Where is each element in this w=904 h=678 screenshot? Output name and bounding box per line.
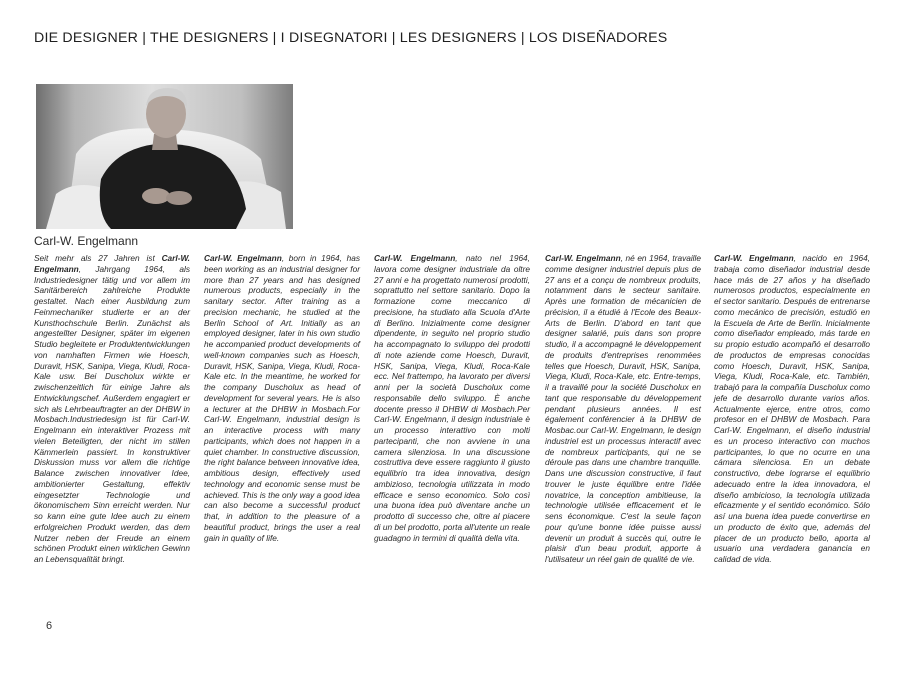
page-number: 6 — [46, 620, 53, 632]
bio-text: , Jahrgang 1964, als Industriedesigner tätig und vor allem im Sanitärbereich zahlreiche Produkte gestaltet. Nach einer Ausbildung zum Feinmechaniker studierte er an der Kunsthochschule Berlin. Zunächst als angestellter Designer, später im eigenen Studio begleitete er Produktentwicklungen von namhaften Firmen wie Hoesch, Duravit, HSK, Sanipa, Viega, Kludi, Roca-Kale usw. Bei Duscholux wirkte er zwischenzeitlich für einige Jahre als Entwicklungschef. Außerdem engagiert er sich als Lehrbeauftragter an der DHBW in Mosbach.Industriedesign ist für Carl-W. Engelmann ein interaktiver Prozess mit vielen Beteiligten, der nicht im stillen Kämmerlein passiert. In konstruktiver Diskussion muss vor allem die richtige Balance zwischen innovativer Idee, ambitionierter Gestaltung, effektiv eingesetzter Technologie und ökonomischem Sinn erreicht werden. Nur so kann eine gute Idee auch zu einem erfolgreichen Produkt werden, das dem Nutzer neben der Freude an einem schönen Produkt einen wirklichen Gewinn an Lebensqualität bringt. — [34, 263, 190, 564]
bio-column-french — [545, 253, 701, 565]
designer-name: Carl-W. Engelmann — [34, 253, 190, 274]
designer-name: Carl-W. Engelmann — [204, 253, 282, 263]
bio-column-german — [34, 253, 190, 565]
bio-text: , nato nel 1964, lavora come designer industriale da oltre 27 anni e ha progettato numerosi prodotti, soprattutto nel settore sanitario. Dopo la formazione come meccanico di precisione, ha studiato alla Scuola d'Arte di Berlino. Inizialmente come designer dipendente, in seguito nel proprio studio ha accompagnato lo sviluppo dei prodotti di note aziende come Hoesch, Duravit, HSK, Sanipa, Viega, Kludi, Roca-Kale ecc. Nel frattempo, ha lavorato per diversi anni per la società Duscholux come responsabile dello sviluppo. È anche docente presso il DHBW di Mosbach.Per Carl-W. Engelmann, il design industriale è un processo interattivo con molti partecipanti, che non avviene in una camera silenziosa. In una discussione costruttiva deve essere raggiunto il giusto equilibrio tra idea innovativa, design ambizioso, tecnologia utilizzata in modo efficace e senso economico. Solo così una buona idea può diventare anche un prodotto di successo che, oltre al piacere di un bel prodotto, porta all'utente un reale guadagno in termini di qualità della vita. — [374, 253, 530, 543]
bio-text: , nacido en 1964, trabaja como diseñador industrial desde hace más de 27 años y ha diseñado numerosos productos, especialmente en el sector sanitario. Después de entrenarse como mecánico de precisión, estudió en la Escuela de Arte de Berlín. Inicialmente como diseñador empleado, más tarde en su propio estudio acompañó el desarrollo de productos de empresas conocidas como Hoesch, Duravit, HSK, Sanipa, Viega, Kludi, Roca-Kale, etc. También, trabajó para la compañía Duscholux como jefe de desarrollo durante varios años. Actualmente ejerce, entre otros, como profesor en el DHBW de Mosbach. Para Carl-W. Engelmann, el diseño industrial es un proceso interactivo con muchos participantes, lo que no ocurre en una cámara silenciosa. En un debate constructivo, debe lograrse el equilibrio adecuado entre la idea innovadora, el diseño ambicioso, la tecnología utilizada eficazmente y el sentido económico. Sólo así una buena idea puede convertirse en un producto de éxito que, además del placer de un producto bello, aporta al usuario una verdadera ganancia en calidad de vida. — [714, 253, 870, 564]
page-header-title: DIE DESIGNER | THE DESIGNERS | I DISEGNATORI | LES DESIGNERS | LOS DISEÑADORES — [34, 30, 668, 46]
designer-portrait-photo — [36, 84, 293, 229]
bio-intro: Seit mehr als 27 Jahren ist — [34, 253, 162, 263]
bio-column-english — [204, 253, 360, 543]
designer-name: Carl-W. Engelmann — [714, 253, 794, 263]
designer-name: Carl-W. Engelmann — [545, 253, 621, 263]
portrait-caption: Carl-W. Engelmann — [34, 234, 139, 248]
designer-name: Carl-W. Engelmann — [374, 253, 456, 263]
bio-column-italian — [374, 253, 530, 543]
bio-text: , né en 1964, travaille comme designer industriel depuis plus de 27 ans et a conçu de nombreux produits, notamment dans le secteur sanitaire. Après une formation de mécanicien de précision, il a étudié à l'Ecole des Beaux-Arts de Berlin. D'abord en tant que designer salarié, puis dans son propre studio, il a accompagné le développement de produits d'entreprises renommées telles que Hoesch, Duravit, HSK, Sanipa, Viega, Kludi, Roca-Kale, etc. Entre-temps, il a travaillé pour la société Duscholux en tant que responsable du développement pendant plusieurs années. Il est également conférencier à la DHBW de Mosbac.our Carl-W. Engelmann, le design industriel est un processus interactif avec de nombreux participants, qui ne se déroule pas dans une chambre tranquille. Dans une discussion constructive, il faut trouver le juste équilibre entre l'idée novatrice, la conception ambitieuse, la technologie utilisée efficacement et le sens économique. C'est la seule façon pour qu'une bonne idée puisse aussi devenir un produit à succès qui, outre le plaisir d'un beau produit, apporte à l'utilisateur un réel gain de qualité de vie. — [545, 253, 701, 564]
portrait-illustration — [36, 84, 293, 229]
bio-column-spanish — [714, 253, 870, 565]
bio-text: , born in 1964, has been working as an industrial designer for more than 27 years and has designed numerous products, especially in the sanitary sector. After training as a precision mechanic, he studied at the Berlin School of Art. Initially as an employed designer, later in his own studio he accompanied product developments of well-known companies such as Hoesch, Duravit, HSK, Sanipa, Viega, Kludi, Roca-Kale etc. In the meantime, he worked for the company Duscholux as head of development for several years. He is also a lecturer at the DHBW in Mosbach.For Carl-W. Engelmann, industrial design is an interactive process with many participants, which does not happen in a quiet chamber. In constructive discussion, the right balance between innovative idea, ambitious design, effectively used technology and economic sense must be achieved. This is the only way a good idea can also become a successful product that, in addition to the pleasure of a beautiful product, brings the user a real gain in quality of life. — [204, 253, 360, 543]
